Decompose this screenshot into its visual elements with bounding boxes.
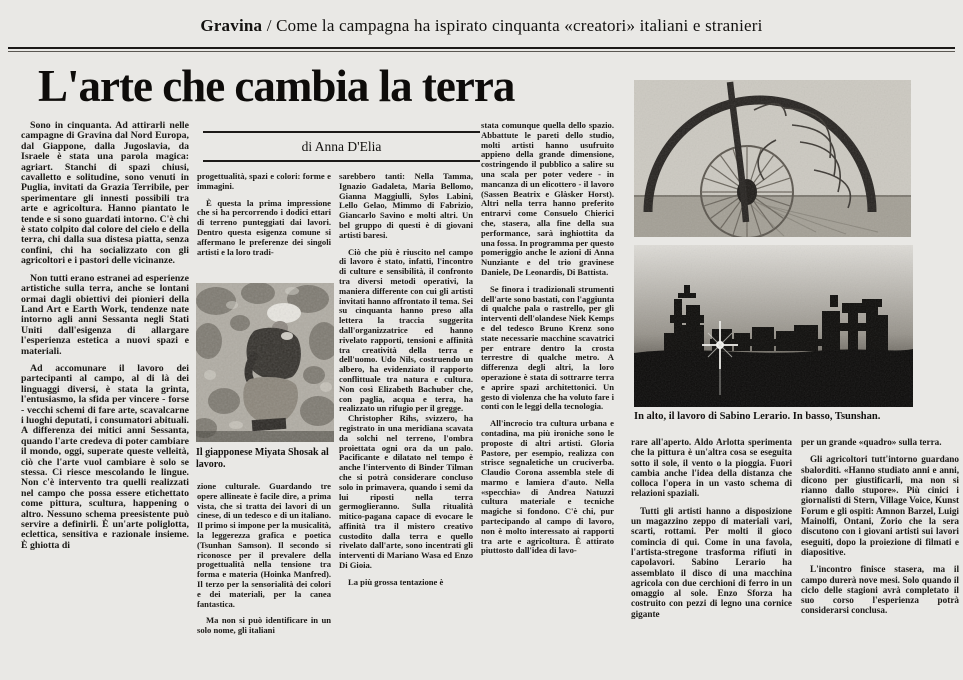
paragraph: Ma non si può identificare in un solo nome, gli italiani	[197, 615, 331, 636]
photo-tsunshan	[634, 245, 913, 407]
byline-box	[203, 131, 480, 162]
paragraph: La più grossa tentazione è	[348, 576, 444, 587]
body-column-6	[801, 437, 959, 665]
paragraph: Ad accomunare il lavoro dei partecipanti al campo, al di là dei linguaggi diversi, è stata la grinta, l'entusiasmo, la sfida per vincere - forse - vecchi schemi di fare arte, scavalcarne i luoghi deputati, i consumatori abituali. A differenza dei mitici anni Sessanta, quando l'arte credeva di poter cambiare il mondo, oggi, superate queste velleità, ciò che l'arte vuol cambiare è solo se stessa. Ci riesce mescolando le lingue. Non c'è intervento tra quelli realizzati nel campo che possa essere etichettato come pittura, scultura, happening o altro. Nessuno schema preesistente può servire a definirli. È un'arte poliglotta, eclettica, sensitiva e razionale insieme. È ghiotta di	[21, 362, 189, 551]
paragraph: Sono in cinquanta. Ad attirarli nelle campagne di Gravina dal Nord Europa, dal Giappone, dalla Jugoslavia, da Israele è stata una parola magica: agriart. Stanchi di spazi chiusi, cavalletto e solitudine, sono venuti in Puglia, invitati da Grazia Terribile, per sperimentare gli innesti possibili tra arte e agricoltura. Hanno piantato le tende e si sono guardati intorno. C'è chi è stato colpito dal colore del cielo e della terra, chi dalla sua distesa piatta, senza confini, chi ha socializzato con gli agricoltori e i pastori delle vicinanze.	[21, 121, 189, 267]
paragraph: Non tutti erano estranei ad esperienze artistiche sulla terra, anche se lontani ormai dagli obiettivi dei pionieri della Land Art e Earth Work, tendenze nate intorno agli anni Sessanta negli Stati Uniti dall'esigenza di allargare l'esperienza estetica a nuovi spazi e materiali.	[21, 272, 189, 357]
paragraph: È questa la prima impressione che si ha percorrendo i dodici ettari di terreno punteggiati dai lavori. Dentro questa esigenza comune si affermano le preferenze dei singoli artisti e la loro tradi-	[197, 197, 331, 257]
paragraph: Christopher Rihs, svizzero, ha registrato in una meridiana scavata da solchi nel terreno, l'ombra proiettata ogni ora da un palo. Pacificante e dilatato nel tempo è anche l'intervento di Binder Tilman che si potrà considerare concluso solo in primavera, quando i semi da lui riposti nella terra germoglieranno. Sulla ritualità mitico-pagana capace di evocare le affinità tra il mistero creativo custodito dalla terra e quello rivelato dall'arte, sono incentrati gli interventi di Mariano Wasa ed Enzo Di Gioia.	[339, 413, 473, 571]
header-rule-thin	[8, 51, 955, 52]
paragraph: per un grande «quadro» sulla terra.	[801, 437, 942, 447]
body-column-2-bottom	[197, 482, 331, 654]
body-column-3	[339, 172, 473, 636]
paragraph: Gli agricoltori tutt'intorno guardano sbalorditi. «Hanno studiato anni e anni, dicono per giustificarli, ma non si rianno dallo stupore». Più cinici i giornalisti di Stern, Village Voice, Kunst Forum e gli ospiti: Amnon Barzel, Luigi Mainolfi, Ontani, Zorio che la sera discutono con i giovani artisti sui lavori eseguiti, dopo la proiezione di filmati e diapositive.	[801, 454, 959, 557]
body-column-2-top	[197, 172, 331, 280]
header-rule-thick	[8, 47, 955, 49]
paragraph: rare all'aperto. Aldo Arlotta sperimenta che la pittura è un'altra cosa se eseguita sotto il sole, il vento o la pioggia. Fuori cambia anche l'idea della distanza che colloca l'opera in un vasto schema di relazioni spaziali.	[631, 437, 792, 499]
paragraph: Se finora i tradizionali strumenti dell'arte sono bastati, con l'aggiunta di qualche pala o rastrello, per gli interventi dell'olandese Niek Kemps e del tedesco Bruno Krenz sono state necessarie macchine scavatrici per entrare dentro la crosta terrestre di qualche metro. A differenza degli altri, la loro operazione è stata di sottrarre terra e aprire spazi architettonici. Un gesto di violenza che ha voluto fare i conti con le leggi della tecnologia.	[481, 283, 614, 412]
kicker-location: Gravina	[200, 16, 263, 35]
main-photo-caption: In alto, il lavoro di Sabino Lerario. In basso, Tsunshan.	[634, 411, 881, 422]
paragraph: L'incontro finisce stasera, ma il campo durerà nove mesi. Solo quando il ciclo delle stagioni avrà completato il suo corso l'esperienza potrà considerarsi conclusa.	[801, 564, 959, 616]
photo-miyata-shosak	[196, 283, 334, 442]
paragraph: Ciò che più è riuscito nel campo di lavoro è stato, infatti, l'incontro di culture e sensibilità, il confronto tra diversi metodi operativi, la maniera differente con cui gli artisti invitati hanno affrontato il tema. Sei su cinquanta hanno preso alla lettera la traccia suggerita dall'organizzatrice ed hanno rivelato rapporti, tensioni e affinità tra creatività della terra e dell'uomo. Udo Nils, costruendo un albero, ha evidenziato il rapporto conflittuale tra natura e cultura. Non così Elizabeth Bachuber che, con paglia, acqua e terra, ha realizzato un rifugio per il gregge.	[339, 246, 473, 414]
byline-author: di Anna D'Elia	[301, 138, 382, 154]
article-headline: L'arte che cambia la terra	[38, 61, 515, 111]
paragraph: stata comunque quella dello spazio. Abbattute le pareti dello studio, molti artisti hanno usufruito appieno della grande dimensione, costringendo il pubblico a salire su una scala per poter vedere - in mancanza di un elicottero - il lavoro (Sassen Beatrix e Glàsker Horst). Altri nella terra hanno preferito entrarvi come Consuelo Chierici che, stasera, alla fine della sua performance, sarà inghiottita da una fossa. In programma per questo pomeriggio anche le azioni di Anna Nunziante e del trio gravinese Daniele, De Leonardis, Di Battista.	[481, 121, 614, 277]
paragraph: zione culturale. Guardando tre opere allineate è facile dire, a prima vista, che si tratta dei lavori di un cinese, di un tedesco e di un italiano. Il primo si impone per la musicalità, la leggerezza grafica e poetica (Tsunhan Samson). Il secondo si riconosce per il prevalere della progettualità nella tensione tra forma e materia (Hoinka Manfred). Il terzo per la sensorialità dei colori e dei materiali, per la canea fantastica.	[197, 482, 331, 609]
photo-sabino-lerario	[634, 80, 911, 237]
kicker-text: / Come la campagna ha ispirato cinquanta «creatori» italiani e stranieri	[266, 16, 763, 35]
kicker-headline	[0, 16, 963, 36]
inset-photo-caption: Il giapponese Miyata Shosak al lavoro.	[196, 447, 329, 470]
body-column-4	[481, 121, 614, 654]
paragraph: sarebbero tanti: Nella Tamma, Ignazio Gadaleta, Maria Bellomo, Gianna Maggiulli, Sylos Labini, Lello Gelao, Mimmo di Fabrizio, Giancarlo Savino e molti altri. Un bel gruppo di questi è di giovani artisti baresi.	[339, 172, 473, 240]
paragraph: progettualità, spazi e colori: forme e immagini.	[197, 172, 331, 191]
body-column-1	[21, 121, 189, 654]
body-column-5	[631, 437, 792, 665]
paragraph: Tutti gli artisti hanno a disposizione un magazzino zeppo di materiali vari, scarti, rottami. Per molti il gioco comincia di qui. Come in una favola, l'artista-stregone trasforma rifiuti in capolavori. Sabino Lerario ha assemblato il disco di una macchina agricola con due cerchioni di ferro in un omaggio al sole. Enzo Sforza ha costruito con pezzi di legno una cornice gigante	[631, 505, 792, 619]
paragraph: All'incrocio tra cultura urbana e contadina, ma più ironiche sono le proposte di altri artisti. Gloria Pastore, per esempio, realizza con strisce segnaletiche un cruciverba. Claudio Corona assembla stele di marmo e lamiera d'auto. Nella «specchia» di Andrea Natuzzi cultura materiale e tecniche magiche si fondono. C'è chi, pur partecipando al campo di lavoro, non è molto interessato ai rapporti tra arte e agricoltura. È attirato piuttosto dall'idea di lavo-	[481, 418, 614, 556]
